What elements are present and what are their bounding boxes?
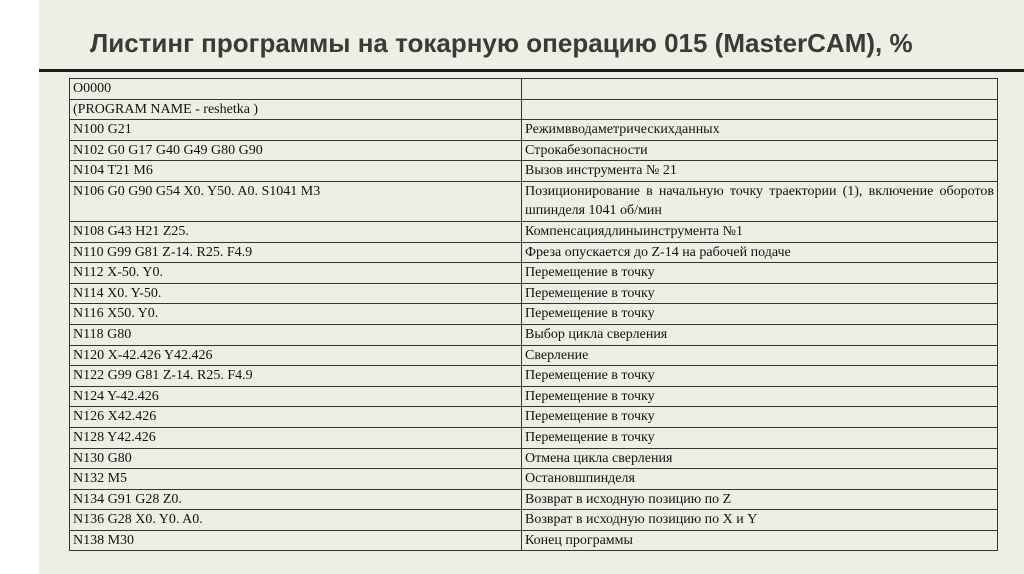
program-code-cell: N106 G0 G90 G54 X0. Y50. A0. S1041 M3 (70, 181, 522, 221)
table-row (70, 386, 998, 407)
program-code-cell: N138 M30 (70, 530, 522, 551)
comment-cell: Позиционирование в начальную точку траектории (1), включение оборотов шпинделя 1041 об/мин (522, 181, 998, 221)
program-code-cell: N114 X0. Y-50. (70, 283, 522, 304)
table-row (70, 283, 998, 304)
table-body (70, 79, 998, 551)
table-row (70, 407, 998, 428)
program-code-cell: N116 X50. Y0. (70, 304, 522, 325)
table-row (70, 120, 998, 141)
program-code-cell: (PROGRAM NAME - reshetka ) (70, 99, 522, 120)
comment-cell: Конец программы (522, 530, 998, 551)
program-code-cell: N132 M5 (70, 469, 522, 490)
comment-cell (522, 79, 998, 100)
program-listing-table (69, 78, 998, 551)
table-row (70, 304, 998, 325)
table-row (70, 79, 998, 100)
comment-cell: Перемещение в точку (522, 427, 998, 448)
program-code-cell: N110 G99 G81 Z-14. R25. F4.9 (70, 242, 522, 263)
table-row (70, 530, 998, 551)
program-code-cell: N136 G28 X0. Y0. A0. (70, 510, 522, 531)
table-row (70, 427, 998, 448)
program-code-cell: N128 Y42.426 (70, 427, 522, 448)
table-row (70, 324, 998, 345)
table-row (70, 263, 998, 284)
title-underline (39, 69, 1024, 72)
table-row (70, 366, 998, 387)
comment-cell: Компенсациядлиныинструмента №1 (522, 221, 998, 242)
program-code-cell: N108 G43 H21 Z25. (70, 221, 522, 242)
comment-cell: Отмена цикла сверления (522, 448, 998, 469)
comment-cell: Возврат в исходную позицию по X и Y (522, 510, 998, 531)
comment-cell: Перемещение в точку (522, 263, 998, 284)
table-row (70, 99, 998, 120)
comment-cell: Строкабезопасности (522, 140, 998, 161)
left-sidebar-strip (0, 0, 39, 574)
table-row (70, 181, 998, 221)
slide-title: Листинг программы на токарную операцию 015 (MasterCAM), % (90, 28, 913, 58)
program-code-cell: N124 Y-42.426 (70, 386, 522, 407)
program-code-cell: N102 G0 G17 G40 G49 G80 G90 (70, 140, 522, 161)
comment-cell: Сверление (522, 345, 998, 366)
table-row (70, 345, 998, 366)
table-row (70, 469, 998, 490)
comment-cell: Выбор цикла сверления (522, 324, 998, 345)
program-code-cell: N120 X-42.426 Y42.426 (70, 345, 522, 366)
comment-cell (522, 99, 998, 120)
program-code-cell: N118 G80 (70, 324, 522, 345)
table-row (70, 221, 998, 242)
table-row (70, 448, 998, 469)
comment-cell: Перемещение в точку (522, 386, 998, 407)
table-row (70, 489, 998, 510)
program-code-cell: O0000 (70, 79, 522, 100)
table-row (70, 242, 998, 263)
comment-cell: Режимвводаметрическихданных (522, 120, 998, 141)
program-code-cell: N104 T21 M6 (70, 161, 522, 182)
program-code-cell: N100 G21 (70, 120, 522, 141)
table-row (70, 140, 998, 161)
program-code-cell: N130 G80 (70, 448, 522, 469)
comment-cell: Остановшпинделя (522, 469, 998, 490)
comment-cell: Перемещение в точку (522, 407, 998, 428)
table-row (70, 510, 998, 531)
comment-cell: Фреза опускается до Z-14 на рабочей подаче (522, 242, 998, 263)
comment-cell: Перемещение в точку (522, 283, 998, 304)
comment-cell: Возврат в исходную позицию по Z (522, 489, 998, 510)
comment-cell: Перемещение в точку (522, 366, 998, 387)
program-code-cell: N112 X-50. Y0. (70, 263, 522, 284)
table-row (70, 161, 998, 182)
program-code-cell: N134 G91 G28 Z0. (70, 489, 522, 510)
program-code-cell: N126 X42.426 (70, 407, 522, 428)
program-code-cell: N122 G99 G81 Z-14. R25. F4.9 (70, 366, 522, 387)
comment-cell: Перемещение в точку (522, 304, 998, 325)
comment-cell: Вызов инструмента № 21 (522, 161, 998, 182)
